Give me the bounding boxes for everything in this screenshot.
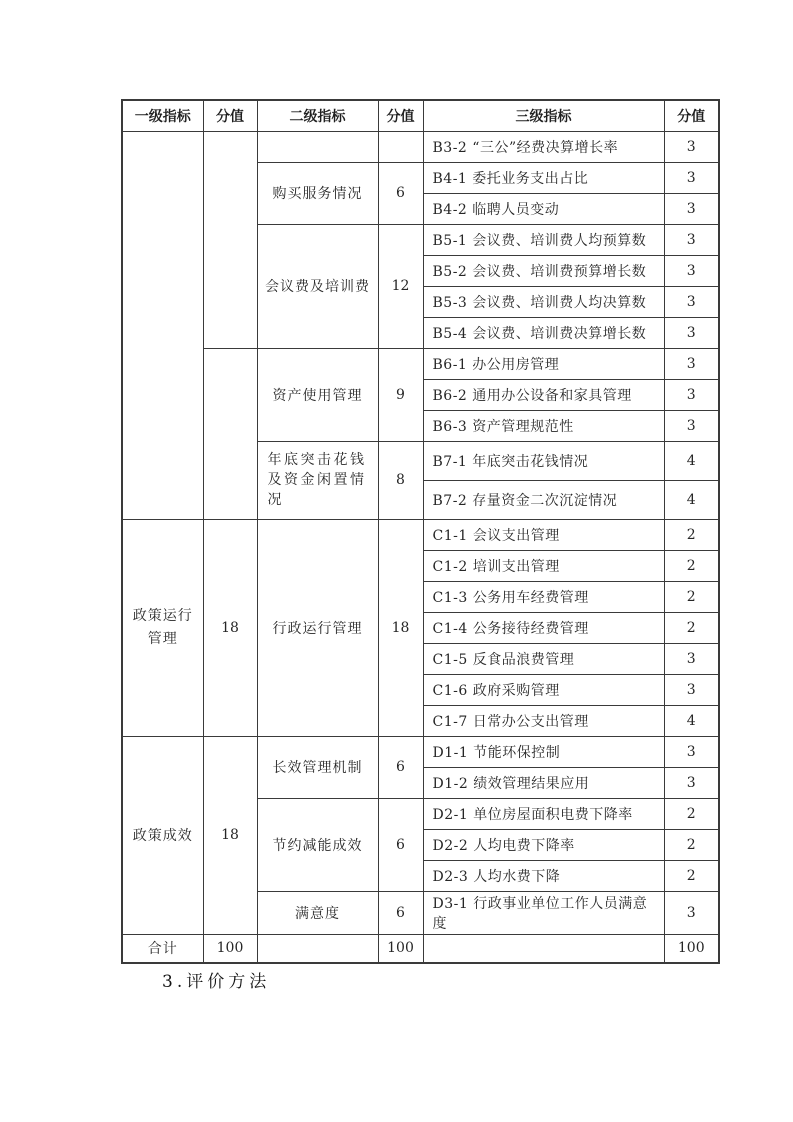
- level1-indicator-cell: 政策成效: [122, 736, 203, 934]
- level2-indicator-cell: [257, 441, 378, 519]
- header-level3-score: 分值: [664, 100, 719, 131]
- total-level2-empty-cell: [257, 934, 378, 963]
- level1-indicator-cell: [122, 131, 203, 519]
- table-row: [122, 519, 719, 550]
- level2-score-cell: 6: [378, 736, 423, 798]
- level3-indicator-cell: B3-2 “三公”经费决算增长率: [423, 131, 664, 162]
- table-row: [122, 131, 719, 162]
- level3-indicator-cell: C1-1 会议支出管理: [423, 519, 664, 550]
- total-level2-score-cell: 100: [378, 934, 423, 963]
- level2-indicator-cell: 满意度: [257, 891, 378, 934]
- table-total-row: [122, 934, 719, 963]
- level3-score-cell: 3: [664, 348, 719, 379]
- level2-score-cell: 8: [378, 441, 423, 519]
- level3-indicator-cell: C1-3 公务用车经费管理: [423, 581, 664, 612]
- level3-score-cell: 3: [664, 643, 719, 674]
- level2-score-cell: 6: [378, 798, 423, 891]
- level3-indicator-cell: B7-2 存量资金二次沉淀情况: [423, 480, 664, 519]
- level3-indicator-cell: B6-1 办公用房管理: [423, 348, 664, 379]
- level3-indicator-cell: B5-2 会议费、培训费预算增长数: [423, 255, 664, 286]
- level3-indicator-cell: B4-2 临聘人员变动: [423, 193, 664, 224]
- level3-score-cell: 2: [664, 829, 719, 860]
- level3-score-cell: 2: [664, 550, 719, 581]
- level3-indicator-cell: D3-1 行政事业单位工作人员满意度: [423, 891, 664, 934]
- level3-score-cell: 3: [664, 317, 719, 348]
- level3-indicator-cell: B4-1 委托业务支出占比: [423, 162, 664, 193]
- level3-score-cell: 3: [664, 224, 719, 255]
- level2-score-cell: 18: [378, 519, 423, 736]
- header-level2-indicator: 二级指标: [257, 100, 378, 131]
- level1-score-cell: 18: [203, 519, 257, 736]
- level1-indicator-cell: [122, 519, 203, 736]
- level3-indicator-cell: B7-1 年底突击花钱情况: [423, 441, 664, 480]
- header-level3-indicator: 三级指标: [423, 100, 664, 131]
- header-level1-score: 分值: [203, 100, 257, 131]
- level3-score-cell: 3: [664, 891, 719, 934]
- level2-score-cell: 12: [378, 224, 423, 348]
- table-row: [122, 348, 719, 379]
- level3-indicator-cell: B5-4 会议费、培训费决算增长数: [423, 317, 664, 348]
- level3-indicator-cell: C1-5 反食品浪费管理: [423, 643, 664, 674]
- total-label-cell: 合计: [122, 934, 203, 963]
- level1-score-cell: [203, 131, 257, 348]
- level2-score-cell: 6: [378, 891, 423, 934]
- header-level1-indicator: 一级指标: [122, 100, 203, 131]
- level3-indicator-cell: C1-2 培训支出管理: [423, 550, 664, 581]
- level3-score-cell: 3: [664, 410, 719, 441]
- indicator-table: [121, 99, 720, 964]
- level3-indicator-cell: B6-2 通用办公设备和家具管理: [423, 379, 664, 410]
- level3-score-cell: 3: [664, 286, 719, 317]
- level3-score-cell: 3: [664, 131, 719, 162]
- section-heading: 3.评价方法: [162, 972, 271, 992]
- level3-indicator-cell: C1-7 日常办公支出管理: [423, 705, 664, 736]
- level3-indicator-cell: D1-1 节能环保控制: [423, 736, 664, 767]
- level2-indicator-cell: 会议费及培训费: [257, 224, 378, 348]
- level3-score-cell: 3: [664, 193, 719, 224]
- total-level3-empty-cell: [423, 934, 664, 963]
- level1-indicator-label: 政策运行管理: [132, 608, 193, 647]
- level3-indicator-cell: D2-3 人均水费下降: [423, 860, 664, 891]
- table-row: [122, 736, 719, 767]
- level3-score-cell: 3: [664, 767, 719, 798]
- level1-score-cell: 18: [203, 736, 257, 934]
- level3-score-cell: 4: [664, 705, 719, 736]
- level3-indicator-cell: B5-3 会议费、培训费人均决算数: [423, 286, 664, 317]
- level3-indicator-cell: B5-1 会议费、培训费人均预算数: [423, 224, 664, 255]
- table-header-row: [122, 100, 719, 131]
- level3-indicator-cell: D2-2 人均电费下降率: [423, 829, 664, 860]
- level3-score-cell: 2: [664, 581, 719, 612]
- level3-indicator-cell: C1-6 政府采购管理: [423, 674, 664, 705]
- level3-indicator-cell: D2-1 单位房屋面积电费下降率: [423, 798, 664, 829]
- level2-score-cell: [378, 131, 423, 162]
- header-level2-score: 分值: [378, 100, 423, 131]
- level3-score-cell: 3: [664, 379, 719, 410]
- level3-score-cell: 4: [664, 480, 719, 519]
- level2-indicator-cell: 行政运行管理: [257, 519, 378, 736]
- level3-indicator-cell: D1-2 绩效管理结果应用: [423, 767, 664, 798]
- level3-score-cell: 2: [664, 798, 719, 829]
- level2-score-cell: 9: [378, 348, 423, 441]
- total-level1-score-cell: 100: [203, 934, 257, 963]
- level2-score-cell: 6: [378, 162, 423, 224]
- level2-indicator-cell: 节约减能成效: [257, 798, 378, 891]
- level3-score-cell: 3: [664, 255, 719, 286]
- level3-indicator-cell: B6-3 资产管理规范性: [423, 410, 664, 441]
- level3-score-cell: 2: [664, 612, 719, 643]
- level2-indicator-cell: 长效管理机制: [257, 736, 378, 798]
- level2-indicator-cell: [257, 131, 378, 162]
- level3-score-cell: 4: [664, 441, 719, 480]
- level3-score-cell: 3: [664, 162, 719, 193]
- level3-score-cell: 3: [664, 674, 719, 705]
- total-level3-score-cell: 100: [664, 934, 719, 963]
- level2-indicator-cell: 资产使用管理: [257, 348, 378, 441]
- level3-score-cell: 2: [664, 519, 719, 550]
- level3-score-cell: 2: [664, 860, 719, 891]
- level3-score-cell: 3: [664, 736, 719, 767]
- level2-indicator-cell: 购买服务情况: [257, 162, 378, 224]
- level1-score-cell: [203, 348, 257, 519]
- level3-indicator-cell: C1-4 公务接待经费管理: [423, 612, 664, 643]
- level2-indicator-label: 年底突击花钱及资金闲置情况: [267, 451, 367, 509]
